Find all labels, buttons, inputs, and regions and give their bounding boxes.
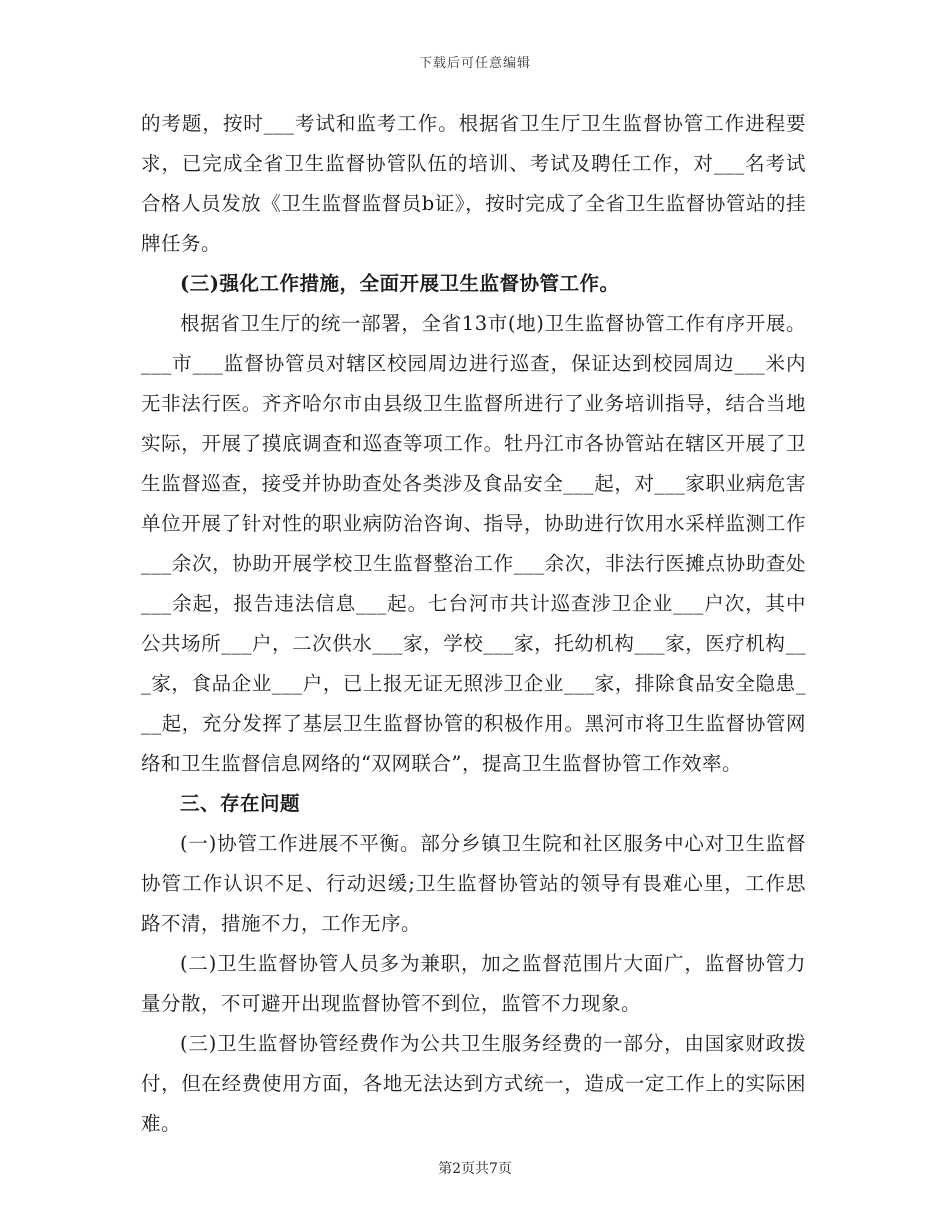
paragraph-city-work: 根据省卫生厅的统一部署，全省13市(地)卫生监督协管工作有序开展。___市___监督协管员对辖区校园周边进行巡查，保证达到校园周边___米内无非法行医。齐齐哈尔市由县级卫生监督所进行了业务培训指导，结合当地实际，开展了摸底调查和巡查等项工作。牡丹江市各协管站在辖区开展了卫生监督巡查，接受并协助查处各类涉及食品安全___起，对___家职业病危害单位开展了针对性的职业病防治咨询、指导，协助进行饮用水采样监测工作___余次，协助开展学校卫生监督整治工作___余次，非法行医摊点协助查处___余起，报告违法信息___起。七台河市共计巡查涉卫企业___户次，其中公共场所___户，二次供水___家，学校___家，托幼机构___家，医疗机构___家，食品企业___户，已上报无证无照涉卫企业___家，排除食品安全隐患___起，充分发挥了基层卫生监督协管的积极作用。黑河市将卫生监督协管网络和卫生监督信息网络的“双网联合”，提高卫生监督协管工作效率。 — [141, 312, 806, 775]
section-heading-existing-problems: 三、存在问题 — [180, 792, 301, 815]
section-heading-strengthen-measures: (三)强化工作措施，全面开展卫生监督协管工作。 — [180, 272, 620, 295]
page-header: 下载后可任意编辑 — [418, 56, 531, 71]
paragraph-problem-2: (二)卫生监督协管人员多为兼职，加之监督范围片大面广，监督协管力量分散，不可避开出现监督协管不到位，监管不力现象。 — [141, 952, 806, 1015]
paragraph-problem-1: (一)协管工作进展不平衡。部分乡镇卫生院和社区服务中心对卫生监督协管工作认识不足、行动迟缓;卫生监督协管站的领导有畏难心里，工作思路不清，措施不力，工作无序。 — [141, 832, 806, 935]
document-body — [141, 104, 806, 1144]
page-number-footer: 第2页共7页 — [438, 1161, 512, 1177]
paragraph-problem-3: (三)卫生监督协管经费作为公共卫生服务经费的一部分，由国家财政拨付，但在经费使用方面，各地无法达到方式统一，造成一定工作上的实际困难。 — [141, 1032, 806, 1135]
paragraph-continuation: 的考题，按时___考试和监考工作。根据省卫生厅卫生监督协管工作进程要求，已完成全省卫生监督协管队伍的培训、考试及聘任工作，对___名考试合格人员发放《卫生监督监督员b证》，按时完成了全省卫生监督协管站的挂牌任务。 — [141, 112, 806, 255]
